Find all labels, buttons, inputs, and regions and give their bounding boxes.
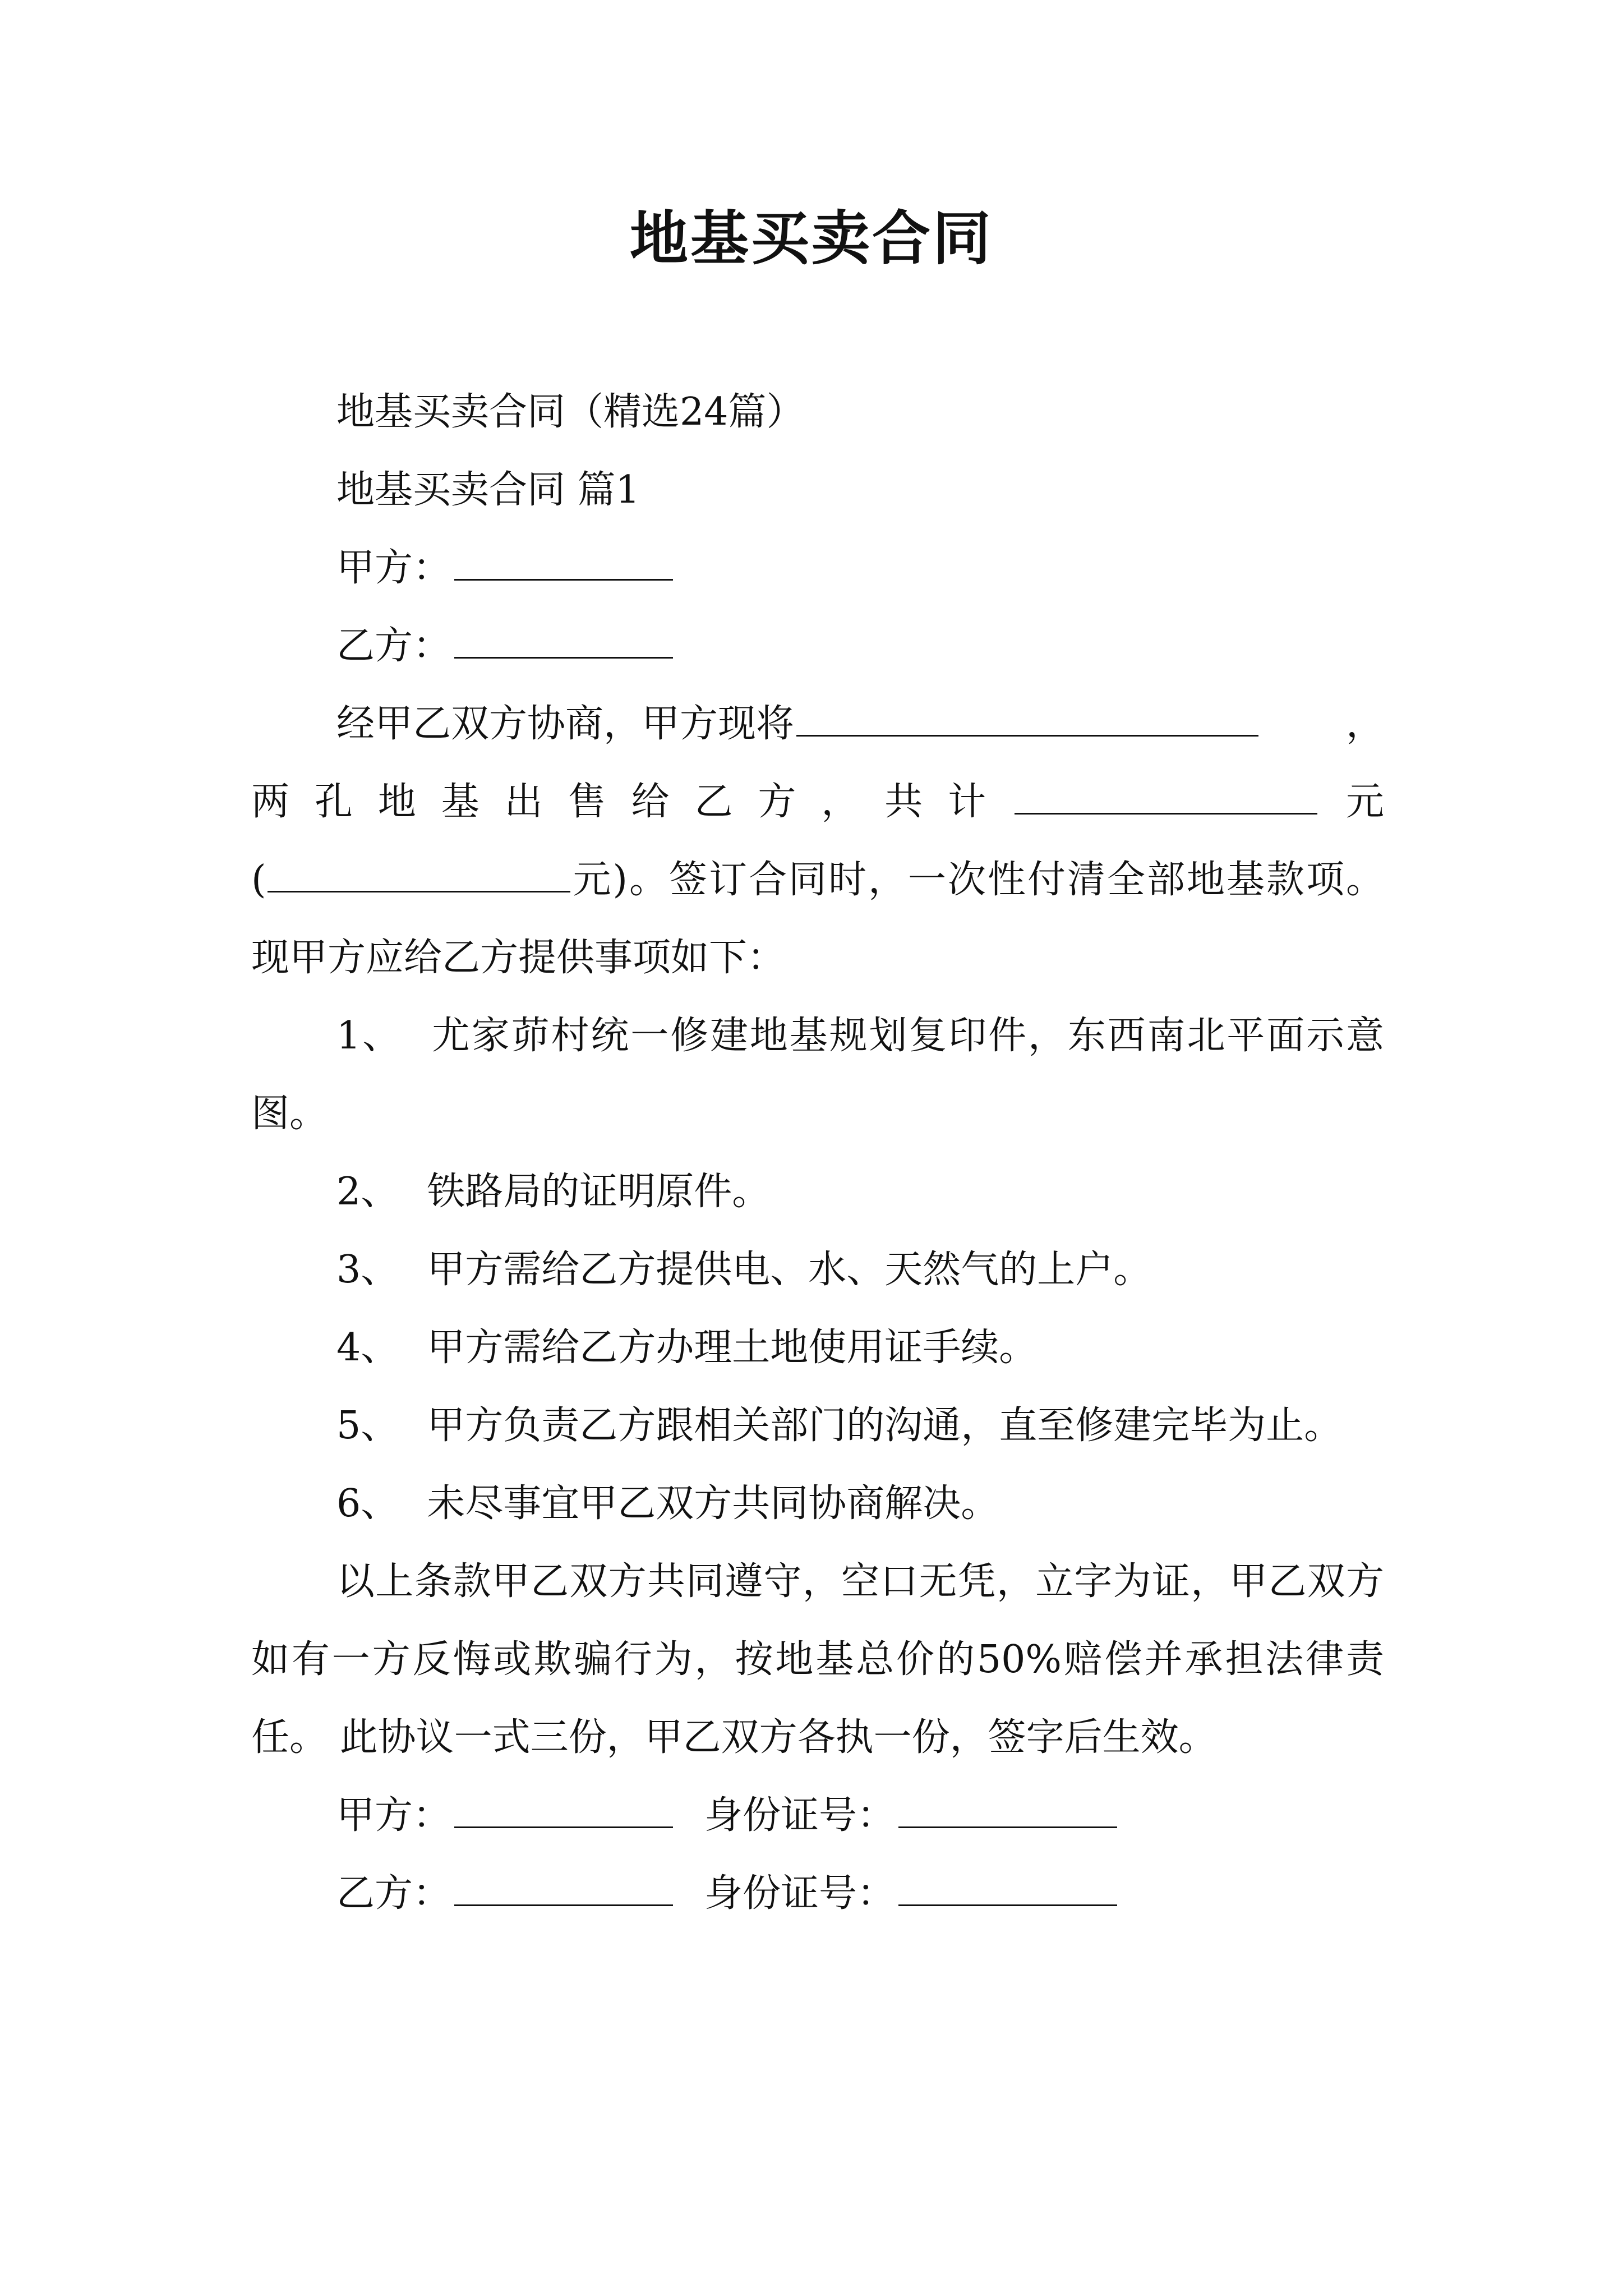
item-text: 甲方需给乙方办理土地使用证手续。	[427, 1326, 1038, 1370]
signature-party-a-blank	[454, 1795, 673, 1828]
item-2	[251, 1153, 1384, 1231]
closing-paragraph: 以上条款甲乙双方共同遵守，空口无凭，立字为证，甲乙双方如有一方反悔或欺骗行为，按地基总价的50%赔偿并承担法律责任。 此协议一式三份，甲乙双方各执一份，签字后生效。	[251, 1559, 1384, 1760]
item-number: 3、	[336, 1248, 399, 1292]
party-b-label: 乙方：	[336, 624, 451, 668]
item-number: 6、	[336, 1481, 399, 1526]
intro-yuan: 元	[1345, 780, 1384, 824]
intro-word: 给	[631, 780, 670, 824]
intro-word: 售	[568, 780, 606, 824]
intro-word: 出	[504, 780, 543, 824]
intro-word: 两	[251, 780, 290, 824]
intro-word: 乙	[694, 780, 733, 824]
item-text: 未尽事宜甲乙双方共同协商解决。	[427, 1481, 999, 1526]
intro-line-2	[251, 763, 1384, 841]
party-b-line	[251, 607, 1384, 685]
document-body	[251, 373, 1384, 1932]
intro-line-3	[251, 841, 1384, 997]
item-number: 4、	[336, 1326, 399, 1370]
land-location-blank	[796, 703, 1258, 737]
intro-comma: ，	[1345, 702, 1384, 746]
intro-paren-open: (	[251, 858, 266, 902]
signature-party-b-blank	[454, 1873, 673, 1906]
amount-words-blank	[268, 859, 570, 892]
item-5	[251, 1387, 1384, 1465]
intro-word: 孔	[314, 780, 353, 824]
item-number: 1、	[336, 1014, 403, 1058]
item-number: 2、	[336, 1170, 399, 1214]
section-heading: 地基买卖合同 篇1	[336, 468, 640, 512]
intro-part3: 元)。签订合同时，一次性付清全部地基款项。现甲方应给乙方提供事项如下：	[251, 858, 1384, 980]
intro-word: 地	[377, 780, 416, 824]
signature-party-a	[251, 1777, 1384, 1855]
intro-part1: 经甲乙双方协商，甲方现将	[336, 702, 795, 746]
signature-party-b-id-blank	[898, 1873, 1117, 1906]
item-text: 甲方需给乙方提供电、水、天然气的上户。	[427, 1248, 1152, 1292]
party-a-line	[251, 529, 1384, 607]
document-subtitle: 地基买卖合同（精选24篇）	[336, 390, 805, 434]
party-a-blank	[454, 547, 673, 581]
signature-party-a-id-blank	[898, 1795, 1117, 1828]
item-text: 甲方负责乙方跟相关部门的沟通，直至修建完毕为止。	[427, 1404, 1343, 1448]
item-text: 铁路局的证明原件。	[427, 1170, 771, 1214]
intro-line-1	[251, 685, 1384, 763]
item-1	[251, 997, 1384, 1153]
amount-blank	[1015, 781, 1317, 815]
item-number: 5、	[336, 1404, 399, 1448]
document-title: 地基买卖合同	[629, 204, 993, 273]
signature-id-label: 身份证号：	[704, 1871, 896, 1916]
intro-word: 方	[758, 780, 796, 824]
item-3	[251, 1231, 1384, 1309]
signature-party-b	[251, 1855, 1384, 1932]
intro-word: 共	[884, 780, 923, 824]
signature-party-b-label: 乙方：	[336, 1871, 451, 1916]
item-text: 尤家茆村统一修建地基规划复印件，东西南北平面示意图。	[251, 1014, 1384, 1136]
intro-word: ，	[821, 780, 860, 824]
signature-id-label: 身份证号：	[704, 1793, 896, 1838]
intro-word: 计	[948, 780, 986, 824]
item-6	[251, 1465, 1384, 1543]
intro-word: 基	[441, 780, 479, 824]
item-4	[251, 1309, 1384, 1387]
signature-party-a-label: 甲方：	[336, 1793, 451, 1838]
party-a-label: 甲方：	[336, 546, 451, 590]
party-b-blank	[454, 625, 673, 659]
